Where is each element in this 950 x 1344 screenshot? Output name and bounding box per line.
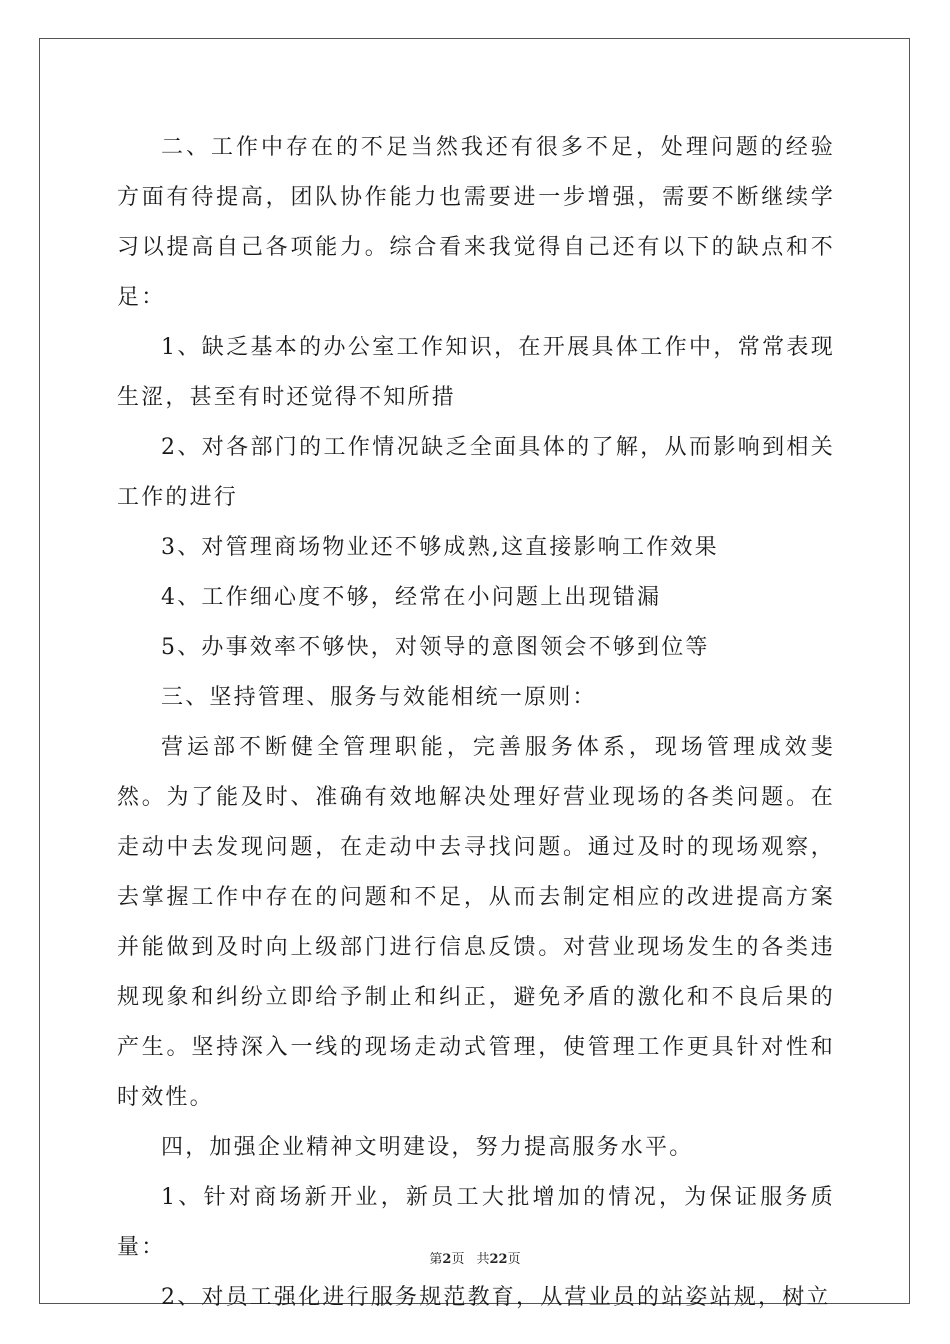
paragraph-section-two: 二、工作中存在的不足当然我还有很多不足，处理问题的经验方面有待提高，团队协作能力也需要进一步增强，需要不断继续学习以提高自己各项能力。综合看来我觉得自己还有以下的缺点和不足： (117, 135, 835, 310)
paragraph-measure-2: 2、对员工强化进行服务规范教育，从营业员的站姿站规，树立 (161, 1285, 831, 1310)
paragraph-operations: 营运部不断健全管理职能，完善服务体系，现场管理成效斐然。为了能及时、准确有效地解决处理好营业现场的各类问题。在走动中去发现问题，在走动中去寻找问题。通过及时的现场观察，去掌握工作中存在的问题和不足，从而去制定相应的改进提高方案并能做到及时向上级部门进行信息反馈。对营业现场发生的各类违规现象和纠纷立即给予制止和纠正，避免矛盾的激化和不良后果的产生。坚持深入一线的现场走动式管理，使管理工作更具针对性和时效性。 (117, 735, 835, 1110)
total-page-count: 22 (489, 1252, 508, 1267)
total-prefix: 共 (476, 1252, 490, 1267)
paragraph-item-5: 5、办事效率不够快，对领导的意图领会不够到位等 (161, 635, 710, 660)
page-unit: 页 (451, 1252, 465, 1267)
paragraph-item-4: 4、工作细心度不够，经常在小问题上出现错漏 (161, 585, 662, 610)
document-body (117, 123, 835, 1323)
paragraph-measure-1: 1、针对商场新开业，新员工大批增加的情况，为保证服务质量： (117, 1185, 835, 1260)
paragraph-item-3: 3、对管理商场物业还不够成熟,这直接影响工作效果 (161, 535, 719, 560)
current-page-number: 2 (442, 1252, 452, 1267)
paragraph-section-three: 三、坚持管理、服务与效能相统一原则： (161, 685, 597, 710)
total-unit: 页 (507, 1252, 521, 1267)
paragraph-item-2: 2、对各部门的工作情况缺乏全面具体的了解，从而影响到相关工作的进行 (117, 435, 835, 510)
page-footer (0, 1248, 950, 1267)
page-prefix: 第 (429, 1252, 443, 1267)
paragraph-section-four: 四，加强企业精神文明建设，努力提高服务水平。 (161, 1135, 694, 1160)
paragraph-item-1: 1、缺乏基本的办公室工作知识，在开展具体工作中，常常表现生涩，甚至有时还觉得不知所措 (117, 335, 835, 410)
